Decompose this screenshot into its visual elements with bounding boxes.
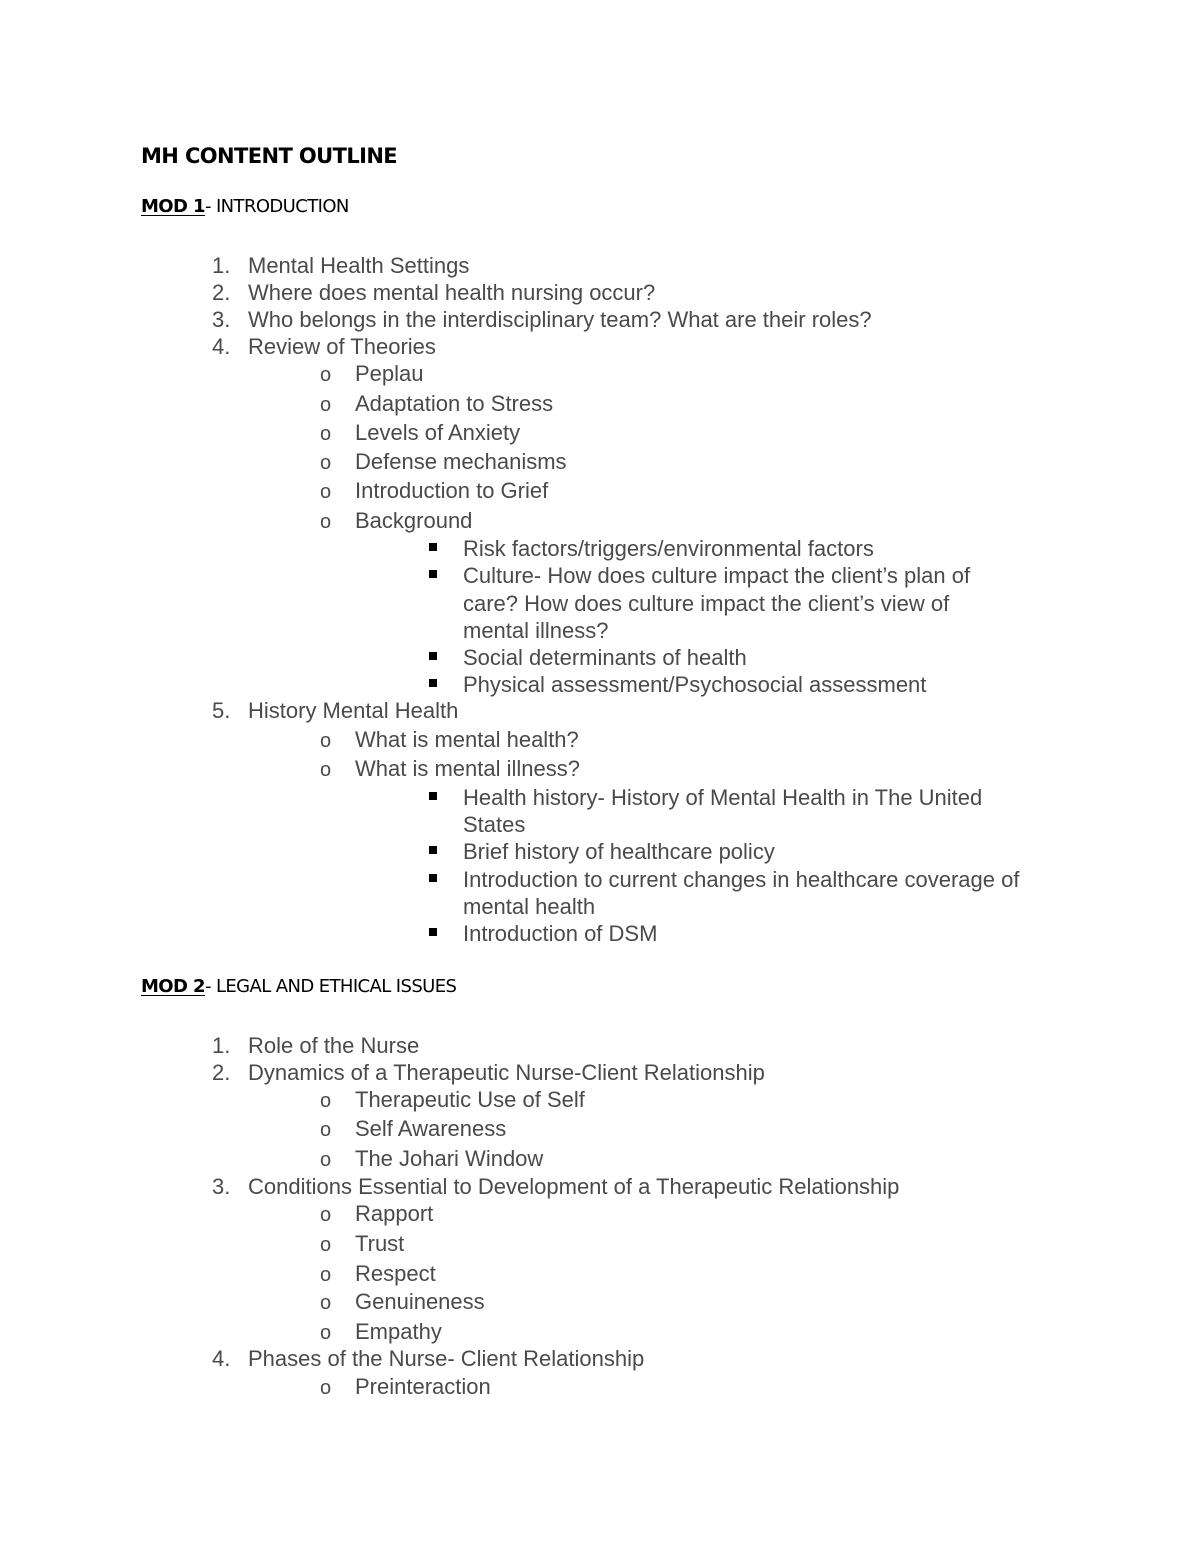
sub-sub-list-item: Brief history of healthcare policy (463, 839, 775, 864)
sub-bullet-icon: o (320, 1204, 332, 1226)
sub-bullet-icon: o (320, 511, 332, 533)
list-item: Conditions Essential to Development of a Therapeutic Relationship (248, 1174, 900, 1199)
sub-bullet-icon: o (320, 1264, 332, 1286)
mod-2-heading (141, 976, 456, 997)
sub-list-item: Defense mechanisms (355, 449, 567, 474)
square-bullet-icon (429, 679, 437, 687)
mod-2-number: MOD 2 (141, 976, 205, 997)
sub-bullet-icon: o (320, 423, 332, 445)
list-number: 4. (212, 1346, 231, 1371)
sub-list-item: Peplau (355, 361, 424, 386)
list-number: 2. (212, 1060, 231, 1085)
list-number: 1. (212, 253, 231, 278)
sub-sub-list-item: Physical assessment/Psychosocial assessment (463, 672, 927, 697)
mod-2-title: - LEGAL AND ETHICAL ISSUES (204, 976, 457, 997)
list-item: Dynamics of a Therapeutic Nurse-Client Relationship (248, 1060, 765, 1085)
sub-sub-list-item: Introduction of DSM (463, 921, 658, 946)
sub-bullet-icon: o (320, 759, 332, 781)
square-bullet-icon (429, 874, 437, 882)
sub-list-item: Trust (355, 1231, 405, 1256)
sub-list-item: Empathy (355, 1319, 442, 1344)
sub-bullet-icon: o (320, 1292, 332, 1314)
sub-list-item: What is mental illness? (355, 756, 580, 781)
square-bullet-icon (429, 792, 437, 800)
mod-1-heading (141, 196, 349, 217)
sub-list-item: Genuineness (355, 1289, 485, 1314)
sub-sub-list-item-continued: mental illness? (463, 618, 609, 643)
list-item: Where does mental health nursing occur? (248, 280, 656, 305)
mod-1-title: - INTRODUCTION (204, 196, 349, 217)
mod-1-number: MOD 1 (141, 196, 205, 217)
sub-bullet-icon: o (320, 1149, 332, 1171)
sub-list-item: Levels of Anxiety (355, 420, 521, 445)
sub-bullet-icon: o (320, 1322, 332, 1344)
sub-sub-list-item-continued: mental health (463, 894, 596, 919)
sub-bullet-icon: o (320, 364, 332, 386)
square-bullet-icon (429, 928, 437, 936)
sub-sub-list-item: Culture- How does culture impact the client’s plan of (463, 563, 971, 588)
sub-bullet-icon: o (320, 394, 332, 416)
sub-list-item: Rapport (355, 1201, 434, 1226)
sub-bullet-icon: o (320, 1119, 332, 1141)
list-number: 2. (212, 280, 231, 305)
sub-list-item: Preinteraction (355, 1374, 491, 1399)
sub-list-item: Introduction to Grief (355, 478, 549, 503)
square-bullet-icon (429, 543, 437, 551)
sub-bullet-icon: o (320, 1234, 332, 1256)
sub-sub-list-item: Social determinants of health (463, 645, 747, 670)
square-bullet-icon (429, 846, 437, 854)
sub-bullet-icon: o (320, 730, 332, 752)
list-item: Who belongs in the interdisciplinary team? What are their roles? (248, 307, 872, 332)
list-item: History Mental Health (248, 698, 459, 723)
list-number: 4. (212, 334, 231, 359)
sub-list-item: Self Awareness (355, 1116, 507, 1141)
list-item: Role of the Nurse (248, 1033, 420, 1058)
sub-bullet-icon: o (320, 1377, 332, 1399)
square-bullet-icon (429, 570, 437, 578)
sub-sub-list-item-continued: care? How does culture impact the client’s view of (463, 591, 950, 616)
sub-bullet-icon: o (320, 481, 332, 503)
sub-bullet-icon: o (320, 1090, 332, 1112)
sub-sub-list-item-continued: States (463, 812, 526, 837)
sub-list-item: Therapeutic Use of Self (355, 1087, 585, 1112)
sub-sub-list-item: Introduction to current changes in healthcare coverage of (463, 867, 1020, 892)
list-item: Mental Health Settings (248, 253, 470, 278)
list-number: 1. (212, 1033, 231, 1058)
sub-list-item: Respect (355, 1261, 436, 1286)
document-title: MH CONTENT OUTLINE (141, 144, 398, 168)
list-item: Review of Theories (248, 334, 436, 359)
list-number: 3. (212, 1174, 231, 1199)
square-bullet-icon (429, 652, 437, 660)
sub-sub-list-item: Risk factors/triggers/environmental factors (463, 536, 874, 561)
sub-list-item: What is mental health? (355, 727, 579, 752)
list-number: 3. (212, 307, 231, 332)
list-item: Phases of the Nurse- Client Relationship (248, 1346, 645, 1371)
list-number: 5. (212, 698, 231, 723)
sub-list-item: The Johari Window (355, 1146, 544, 1171)
sub-sub-list-item: Health history- History of Mental Health in The United (463, 785, 983, 810)
sub-list-item: Adaptation to Stress (355, 391, 554, 416)
sub-list-item: Background (355, 508, 473, 533)
sub-bullet-icon: o (320, 452, 332, 474)
